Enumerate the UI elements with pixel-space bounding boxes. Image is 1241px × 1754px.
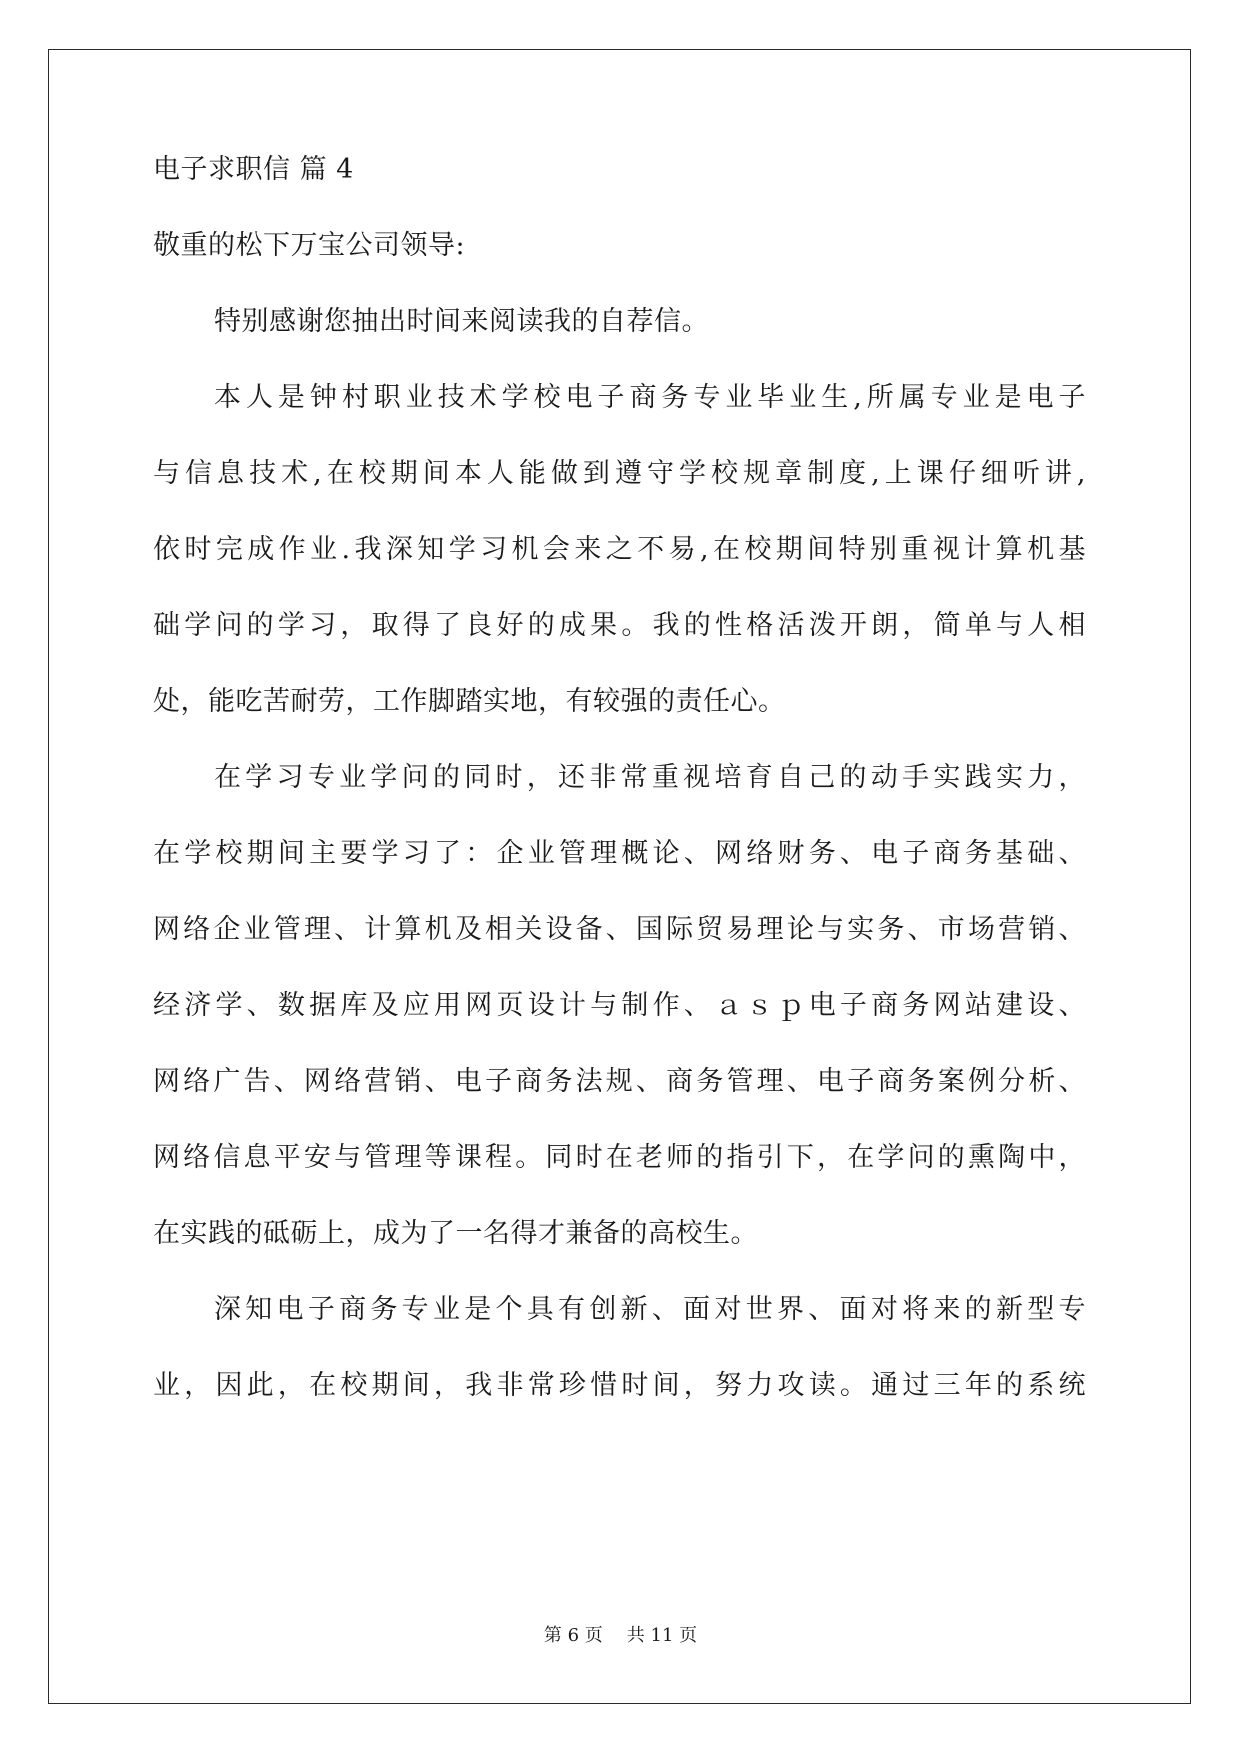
document-heading: 电子求职信 篇 4 xyxy=(153,154,354,185)
salutation: 敬重的松下万宝公司领导: xyxy=(153,230,466,261)
paragraph-line: 础学问的学习，取得了良好的成果。我的性格活泼开朗，简单与人相 xyxy=(153,610,1086,641)
paragraph-line: 与信息技术,在校期间本人能做到遵守学校规章制度,上课仔细听讲, xyxy=(153,458,1086,489)
paragraph-line: 网络广告、网络营销、电子商务法规、商务管理、电子商务案例分析、 xyxy=(153,1066,1086,1097)
paragraph-line: 本人是钟村职业技术学校电子商务专业毕业生,所属专业是电子 xyxy=(214,382,1086,413)
paragraph-line: 在学习专业学问的同时，还非常重视培育自己的动手实践实力， xyxy=(214,762,1086,793)
paragraph-line: 深知电子商务专业是个具有创新、面对世界、面对将来的新型专 xyxy=(214,1294,1086,1325)
page-total: 共 11 页 xyxy=(626,1625,698,1646)
paragraph-line: 在实践的砥砺上，成为了一名得才兼备的高校生。 xyxy=(153,1218,758,1249)
paragraph-line: 网络信息平安与管理等课程。同时在老师的指引下，在学问的熏陶中， xyxy=(153,1142,1086,1173)
paragraph-line: 业，因此，在校期间，我非常珍惜时间，努力攻读。通过三年的系统 xyxy=(153,1370,1086,1401)
page-footer xyxy=(0,1625,1241,1647)
page-number: 第 6 页 xyxy=(543,1625,603,1646)
paragraph-line: 在学校期间主要学习了：企业管理概论、网络财务、电子商务基础、 xyxy=(153,838,1086,869)
paragraph-line: 经济学、数据库及应用网页设计与制作、ａｓｐ电子商务网站建设、 xyxy=(153,990,1086,1021)
paragraph-line: 处，能吃苦耐劳，工作脚踏实地，有较强的责任心。 xyxy=(153,686,786,717)
page-border xyxy=(48,49,1191,1704)
paragraph-line: 网络企业管理、计算机及相关设备、国际贸易理论与实务、市场营销、 xyxy=(153,914,1086,945)
paragraph-line: 依时完成作业.我深知学习机会来之不易,在校期间特别重视计算机基 xyxy=(153,534,1086,565)
paragraph-line: 特别感谢您抽出时间来阅读我的自荐信。 xyxy=(214,306,709,337)
